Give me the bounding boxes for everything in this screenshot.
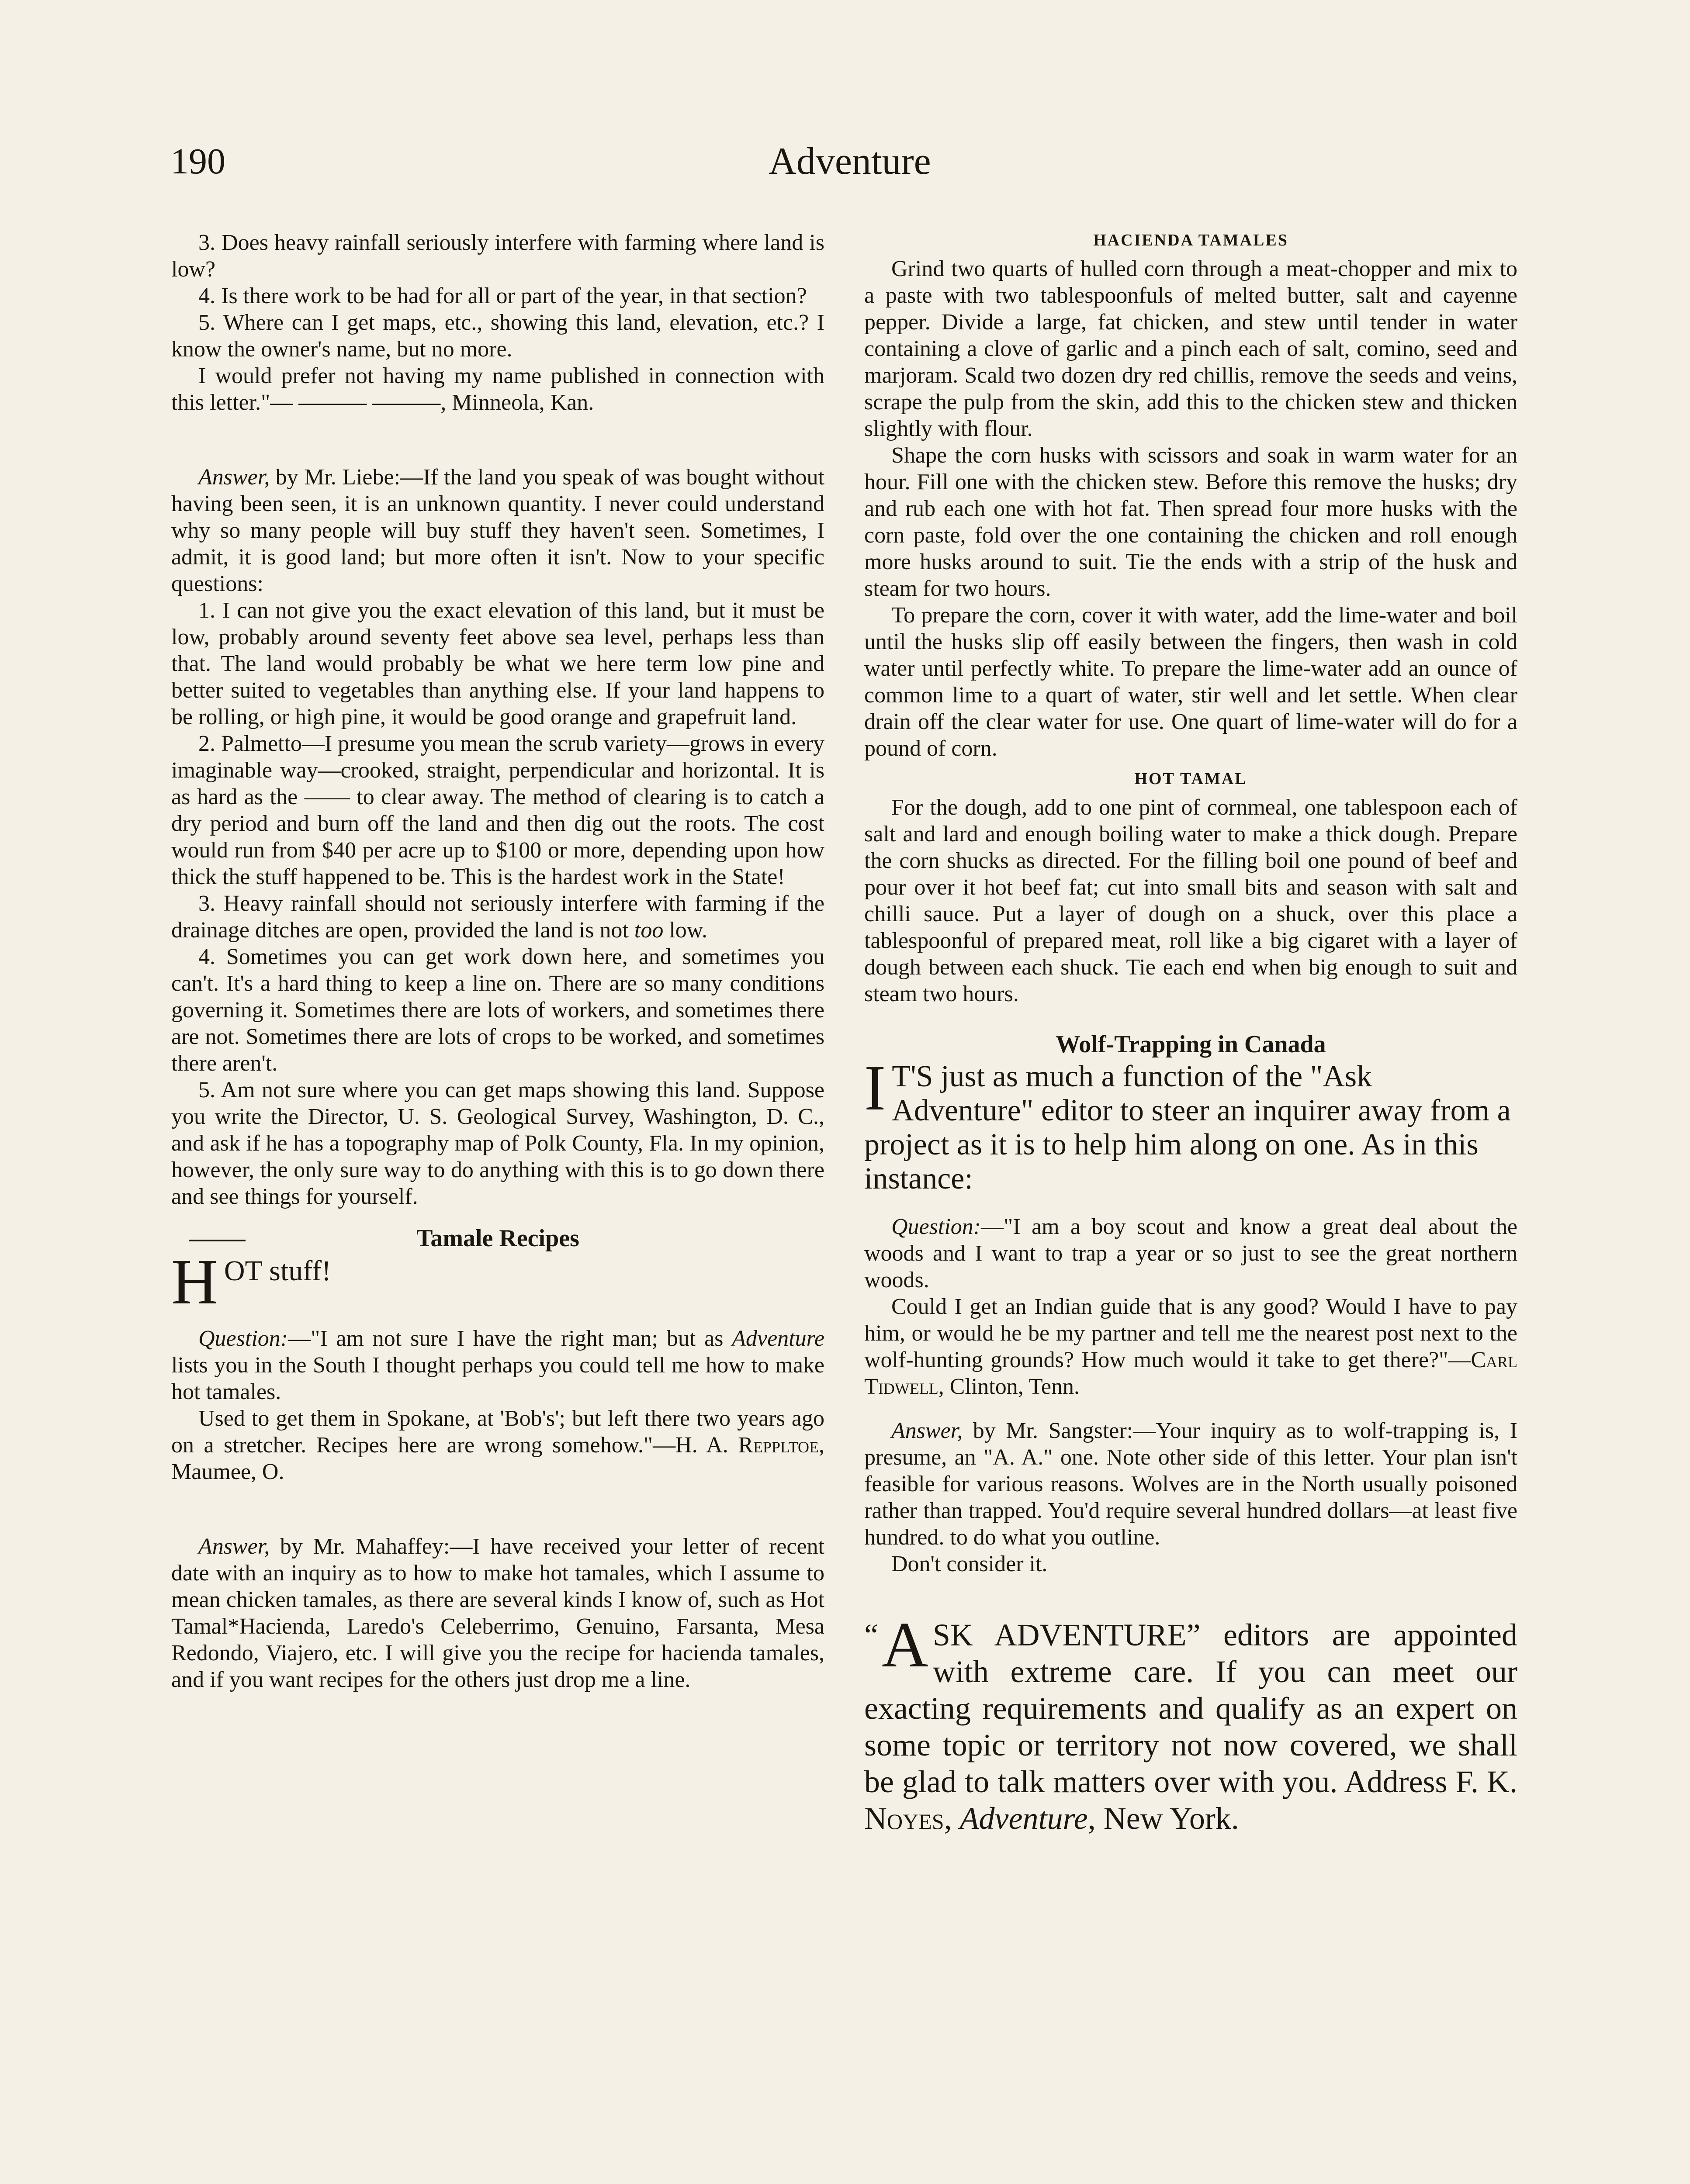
answer-lead: Answer,: [198, 465, 270, 490]
separator: ,: [944, 1801, 960, 1836]
wolf-intro: [864, 1052, 1517, 1196]
answer-paragraph: 2. Palmetto—I presume you mean the scrub variety—grows in every imaginable way—crooked, straight, perpendicular and horizontal. It is as hard as the —— to clear away. The method of clearing is to catch a dry period and burn off the land and then dig out the roots. The cost would run from $40 per acre up to $100 or more, depending upon how thick the stuff happened to be. This is the hardest work in the State!: [171, 731, 824, 889]
hacienda-tamales-heading: HACIENDA TAMALES: [1093, 231, 1288, 249]
answer-text: by Mr. Liebe:—If the land you speak of was bought without having been seen, it is an unknown quantity. I never could understand why so many people will buy stuff they haven't seen. Sometimes, I admit, it is good land; but more often it isn't. Now to your specific questions:: [171, 465, 824, 596]
question-text: Could I get an Indian guide that is any good? Would I have to pay him, or would he be my partner and tell me the nearest post next to the wolf-hunting grounds? How much would it take to get there?"—: [864, 1294, 1517, 1372]
answer-paragraph: [171, 464, 824, 597]
answer-paragraph: 1. I can not give you the exact elevation of this land, but it must be low, probably around seventy feet above sea level, perhaps less than that. The land would probably be what we here term low pine and better suited to vegetables than anything else. If your land happens to be rolling, or high pine, it would be good orange and grapefruit land.: [171, 598, 824, 729]
hot-tamal-heading: HOT TAMAL: [1134, 770, 1247, 788]
place: , Maumee, O.: [171, 1433, 824, 1484]
question-paragraph: 4. Is there work to be had for all or part of the year, in that section?: [198, 283, 807, 308]
notice-text: SK ADVENTURE” editors are appointed with extreme care. If you can meet our exacting requirements and qualify as an expert on some topic or territory not now covered, we shall be glad to talk matters over with you. Address F. K.: [864, 1617, 1517, 1799]
question-text: —"I am a boy scout and know a great deal about the woods and I want to trap a year or so just to see the great northern woods.: [864, 1214, 1517, 1292]
hot-stuff-intro: [171, 1246, 824, 1318]
ask-adventure-notice: [864, 1609, 1517, 1837]
place: , Clinton, Tenn.: [938, 1374, 1080, 1399]
answer-paragraph: Don't consider it.: [891, 1552, 1048, 1576]
editor-name: Noyes: [864, 1801, 944, 1836]
question-text: Used to get them in Spokane, at 'Bob's'; but left there two years ago on a stretcher. Recipes here are wrong somehow."—H. A.: [171, 1406, 824, 1458]
intro-text: OT stuff!: [224, 1255, 331, 1287]
answer-text: by Mr. Mahaffey:—I have received your letter of recent date with an inquiry as to how to make hot tamales, which I assume to mean chicken tamales, as there are several kinds I know of, such as Hot Tamal*Hacienda, Laredo's Celeberrimo, Genuino, Farsanta, Mesa Redondo, Viajero, etc. I will give you the recipe for hacienda tamales, and if you want recipes for the others just drop me a line.: [171, 1534, 824, 1692]
drop-cap: A: [881, 1609, 928, 1681]
answer-text: low.: [663, 918, 707, 943]
answer-paragraph: [171, 1533, 824, 1693]
recipe-paragraph: For the dough, add to one pint of cornmeal, one tablespoon each of salt and lard and enough boiling water to make a thick dough. Prepare the corn shucks as directed. For the filling boil one pound of beef and pour over it hot beef fat; cut into small bits and season with salt and chilli sauce. Put a layer of dough on a shuck, over this place a tablespoonful of prepared meat, roll like a big cigaret with a layer of dough between each shuck. Tie each end when big enough to suit and steam two hours.: [864, 795, 1517, 1006]
answer-text: 3. Heavy rainfall should not seriously interfere with farming if the drainage ditches are open, provided the land is not: [171, 891, 824, 943]
question-paragraph: [171, 1325, 824, 1405]
question-lead: Question:: [198, 1326, 288, 1351]
right-column: [864, 229, 1517, 1837]
question-text: —"I am not sure I have the right man; but as: [288, 1326, 732, 1351]
question-paragraph: [171, 1405, 824, 1485]
question-paragraph: 5. Where can I get maps, etc., showing this land, elevation, etc.? I know the owner's name, but no more.: [171, 310, 824, 362]
emphasis: too: [634, 918, 664, 943]
answer-paragraph: [864, 1417, 1517, 1551]
notice-text: , New York.: [1087, 1801, 1239, 1836]
answer-lead: Answer,: [891, 1418, 963, 1443]
answer-paragraph: 4. Sometimes you can get work down here, and sometimes you can't. It's a hard thing to keep a line on. There are so many conditions governing it. Sometimes there are lots of workers, and sometimes there are not. Sometimes there are lots of crops to be worked, and sometimes there aren't.: [171, 944, 824, 1076]
question-paragraph: I would prefer not having my name published in connection with this letter."— ——— ———, Minneola, Kan.: [171, 363, 824, 415]
emphasis: Adventure: [732, 1326, 824, 1351]
question-paragraph: [864, 1293, 1517, 1400]
recipe-paragraph: Shape the corn husks with scissors and soak in warm water for an hour. Fill one with the chicken stew. Before this remove the husks; dry and rub each one with hot fat. Then spread four more husks with the corn paste, fold over the one containing the chicken and roll enough more husks around to suit. Tie the ends with a strip of the husk and steam for two hours.: [864, 443, 1517, 601]
heading-rule: [189, 1240, 246, 1241]
recipe-paragraph: To prepare the corn, cover it with water, add the lime-water and boil until the husks slip off easily between the fingers, then wash in cold water until perfectly white. To prepare the lime-water add an ounce of common lime to a quart of water, stir well and let settle. When clear drain off the clear water for use. One quart of lime-water will do for a pound of corn.: [864, 603, 1517, 761]
emphasis: Adventure: [959, 1801, 1088, 1836]
answer-text: by Mr. Sangster:—Your inquiry as to wolf-trapping is, I presume, an "A. A." one. Note other side of this letter. Your plan isn't feasible for various reasons. Wolves are in the North usually poisoned rather than trapped. You'd require several hundred dollars—at least five hundred. to do what you outline.: [864, 1418, 1517, 1550]
heading-text: Tamale Recipes: [416, 1225, 579, 1252]
page-number: 190: [170, 141, 225, 182]
recipe-paragraph: Grind two quarts of hulled corn through a meat-chopper and mix to a paste with two tablespoonfuls of melted butter, salt and cayenne pepper. Divide a large, fat chicken, and stew until tender in water containing a clove of garlic and a pinch each of salt, comino, seed and marjoram. Scald two dozen dry red chillis, remove the seeds and veins, scrape the pulp from the skin, add this to the chicken stew and thicken slightly with flour.: [864, 256, 1517, 441]
question-paragraph: [864, 1213, 1517, 1293]
answer-lead: Answer,: [198, 1534, 270, 1559]
signer: Carl Tidwell: [864, 1348, 1517, 1399]
journal-title: Adventure: [769, 140, 931, 183]
question-text: lists you in the South I thought perhaps you could tell me how to make hot tamales.: [171, 1353, 824, 1404]
wolf-trapping-heading: Wolf-Trapping in Canada: [1056, 1031, 1326, 1058]
open-quote: “: [864, 1617, 878, 1652]
left-column: [171, 229, 824, 1693]
question-lead: Question:: [891, 1214, 981, 1239]
tamale-recipes-heading: [171, 1223, 824, 1254]
answer-paragraph: [171, 890, 824, 943]
drop-cap: I: [864, 1052, 886, 1124]
answer-paragraph: 5. Am not sure where you can get maps showing this land. Suppose you write the Director, U. S. Geological Survey, Washington, D. C., and ask if he has a topography map of Polk County, Fla. In my opinion, however, the only sure way to do anything with this is to go down there and see things for yourself.: [171, 1078, 824, 1209]
page-header: [170, 140, 1529, 192]
signer: Reppltoe: [738, 1433, 819, 1458]
question-paragraph: 3. Does heavy rainfall seriously interfere with farming where land is low?: [171, 230, 824, 282]
intro-text: T'S just as much a function of the "Ask Adventure" editor to steer an inquirer away from a project as it is to help him along on one. As in this instance:: [864, 1060, 1511, 1196]
drop-cap: H: [171, 1246, 218, 1318]
